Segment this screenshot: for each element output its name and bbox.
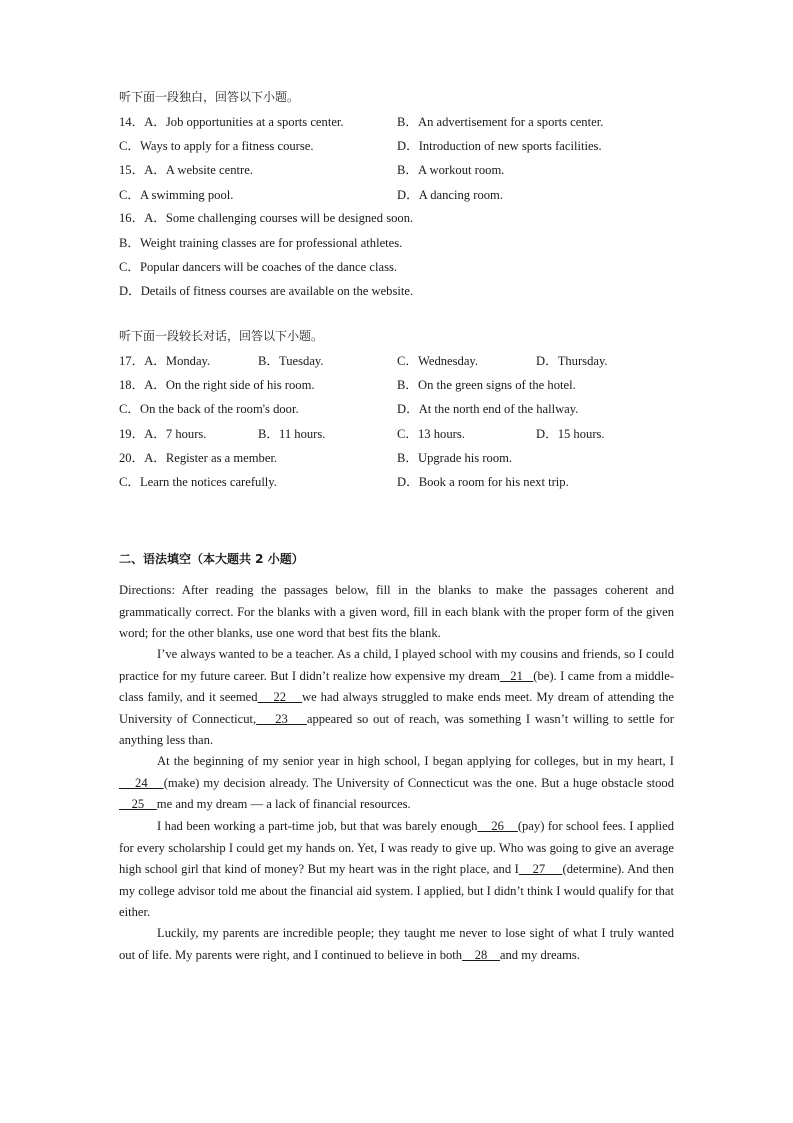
question-16-option-b: B．Weight training classes are for professional athletes.	[119, 236, 403, 250]
passage-paragraph-1	[119, 644, 674, 752]
question-14-option-c: C．Ways to apply for a fitness course.	[119, 139, 314, 153]
paragraph-text: I’ve always wanted to be a teacher. As a child, I played school with my cousins and friends, so I could practice for my future career. But I didn’t realize how expensive my dream	[119, 647, 674, 683]
blank-25[interactable]: 25	[119, 797, 157, 812]
question-15-option-d: D．A dancing room.	[397, 188, 503, 202]
blank-24[interactable]: 24	[119, 775, 164, 790]
question-19-option-b: B．11 hours.	[258, 427, 326, 441]
blank-23[interactable]: 23	[256, 711, 307, 726]
paragraph-text: I had been working a part-time job, but that was barely enough	[157, 819, 478, 833]
blank-21[interactable]: 21	[499, 668, 534, 683]
question-15-option-c: C．A swimming pool.	[119, 188, 234, 202]
section-heading-dialogue: 听下面一段较长对话，回答以下小题。	[119, 329, 324, 343]
question-20-option-b: B．Upgrade his room.	[397, 451, 513, 465]
question-14-option-d: D．Introduction of new sports facilities.	[397, 139, 602, 153]
question-20-option-d: D．Book a room for his next trip.	[397, 475, 569, 489]
paragraph-text: (determine). And then my college advisor told me about the financial aid system. I applied, but I didn’t think I would qualify for that either.	[119, 862, 675, 920]
paragraph-text: appeared so out of reach, was something I wasn’t willing to settle for anything less than.	[119, 711, 674, 748]
blank-27[interactable]: 27	[518, 862, 563, 877]
question-20-option-c: C．Learn the notices carefully.	[119, 475, 277, 489]
question-17-option-c: C．Wednesday.	[397, 354, 479, 368]
paragraph-text: Luckily, my parents are incredible people; they taught me never to lose sight of what I truly wanted out of life. My parents were right, and I continued to believe in both	[119, 926, 674, 962]
question-17-option-b: B．Tuesday.	[258, 354, 324, 368]
question-16-option-d: D．Details of fitness courses are available on the website.	[119, 284, 414, 298]
blank-22[interactable]: 22	[257, 690, 303, 705]
passage-paragraph-4	[119, 923, 674, 966]
grammar-directions: Directions: After reading the passages below, fill in the blanks to make the passages coherent and grammatically correct. For the blanks with a given word, fill in each blank with the proper form of the given word; for the other blanks, use one word that best fits the blank.	[119, 583, 674, 641]
question-18-option-a: 18．A．On the right side of his room.	[119, 378, 315, 392]
question-19-option-a: 19．A．7 hours.	[119, 427, 207, 441]
blank-26[interactable]: 26	[477, 819, 518, 833]
passage-paragraph-2	[119, 751, 674, 816]
paragraph-text: we had always struggled to make ends meet. My dream of attending the University of Connecticut,	[119, 690, 674, 726]
question-20-option-a: 20．A．Register as a member.	[119, 451, 278, 465]
question-14-option-a: 14．A．Job opportunities at a sports center.	[119, 115, 344, 129]
grammar-section-heading: 二、语法填空（本大题共 2 小题）	[119, 552, 304, 566]
paragraph-text: (be). I came from a middle-class family, and it seemed	[119, 668, 675, 705]
question-18-option-c: C．On the back of the room's door.	[119, 402, 299, 416]
blank-28[interactable]: 28	[462, 947, 500, 962]
question-16-option-c: C．Popular dancers will be coaches of the dance class.	[119, 260, 398, 274]
question-17-option-a: 17．A．Monday.	[119, 354, 211, 368]
paragraph-text: (make) my decision already. The University of Connecticut was the one. But a huge obstacle stood	[163, 775, 674, 790]
question-15-option-a: 15．A．A website centre.	[119, 163, 253, 177]
question-15-option-b: B．A workout room.	[397, 163, 505, 177]
paragraph-text: (pay) for school fees. I applied for every scholarship I could get my hands on. Yet, I was ready to give up. Who was going to give an average high school girl that kind of money? But my heart was in the right place, and I	[119, 819, 674, 877]
section-heading-monologue: 听下面一段独白，回答以下小题。	[119, 90, 300, 104]
paragraph-text: At the beginning of my senior year in high school, I began applying for colleges, but in my heart, I	[157, 754, 674, 768]
paragraph-text: and my dreams.	[499, 947, 580, 962]
passage-paragraph-3	[119, 816, 674, 924]
question-19-option-c: C．13 hours.	[397, 427, 465, 441]
paragraph-text: me and my dream — a lack of financial resources.	[156, 797, 411, 812]
question-17-option-d: D．Thursday.	[536, 354, 608, 368]
question-18-option-b: B．On the green signs of the hotel.	[397, 378, 576, 392]
question-14-option-b: B．An advertisement for a sports center.	[397, 115, 604, 129]
question-16-option-a: 16．A．Some challenging courses will be designed soon.	[119, 211, 414, 225]
question-18-option-d: D．At the north end of the hallway.	[397, 402, 579, 416]
question-19-option-d: D．15 hours.	[536, 427, 605, 441]
